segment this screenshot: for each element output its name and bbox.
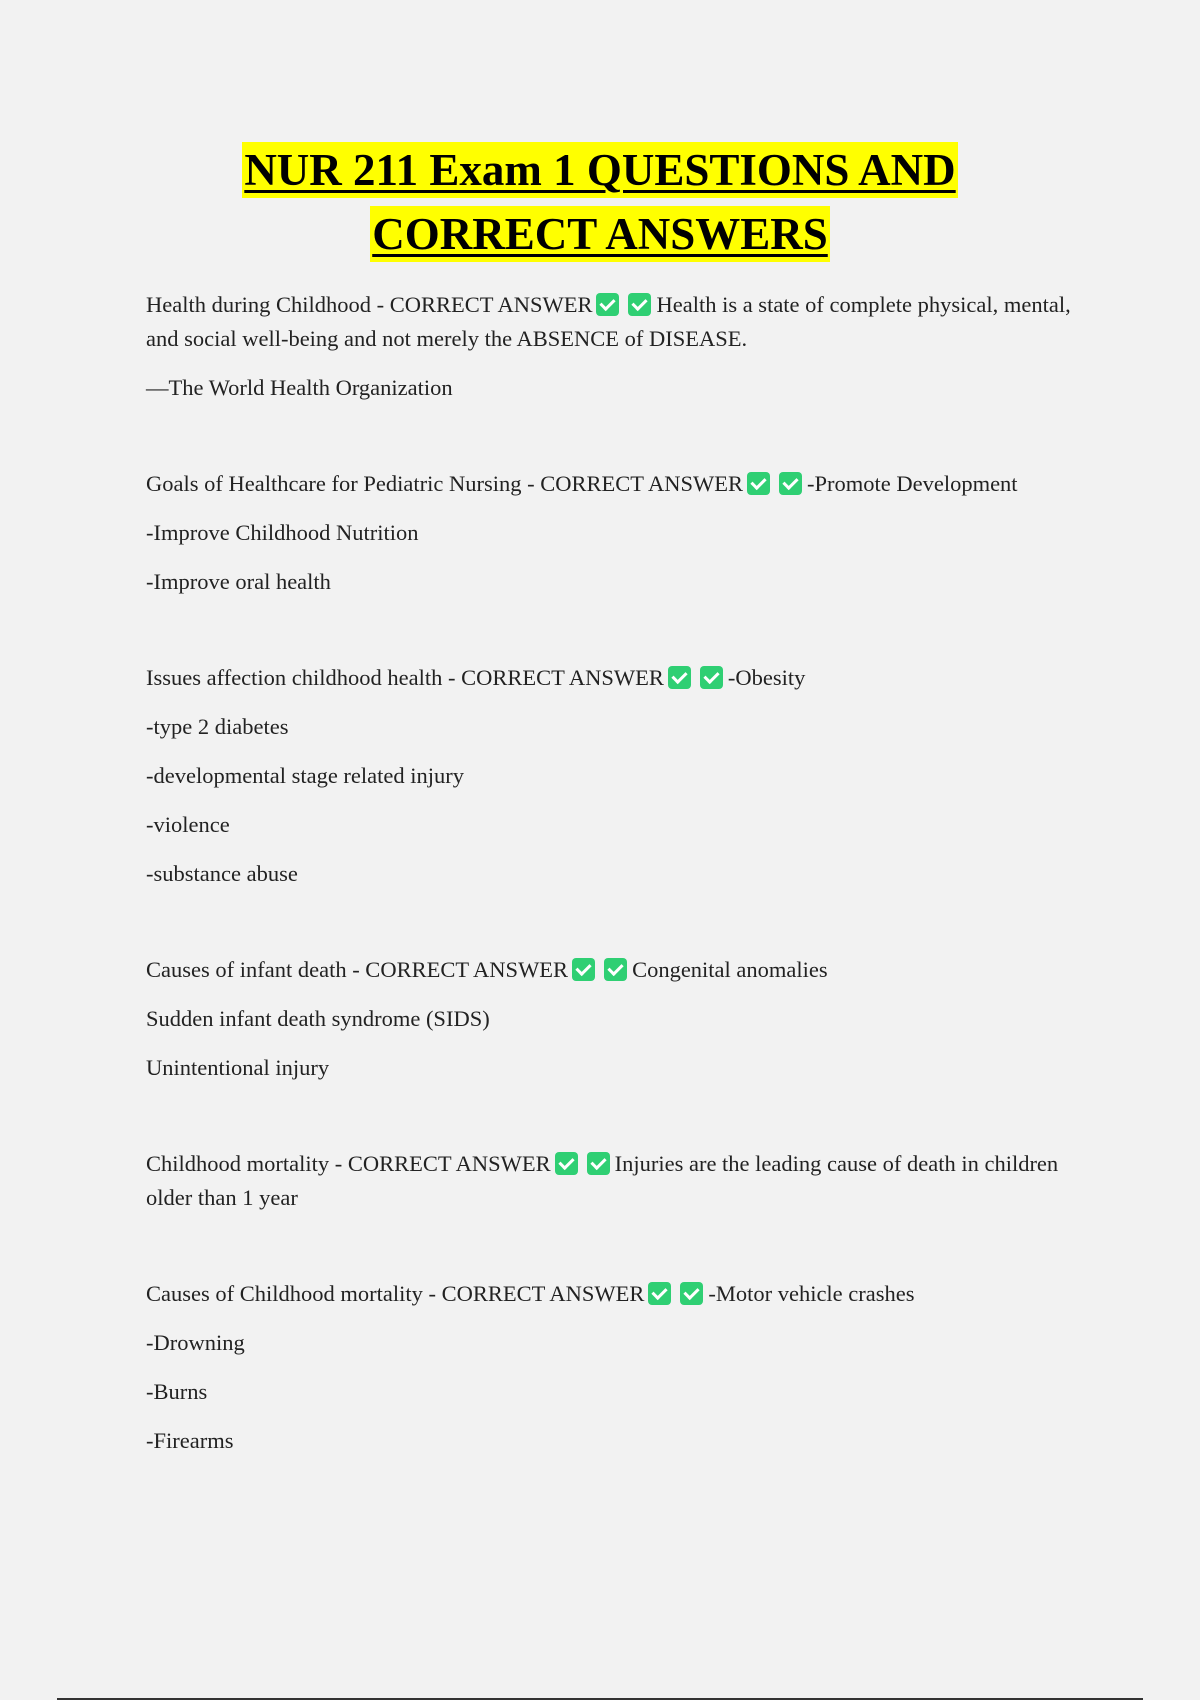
qa-answer-line: -Improve oral health [146, 569, 331, 594]
green-checkmark-icon [596, 293, 619, 316]
qa-answer: -Obesity [727, 665, 806, 690]
qa-answer-line: -Improve Childhood Nutrition [146, 520, 419, 545]
qa-answer-line: -Drowning [146, 1330, 245, 1355]
document-title [0, 142, 1200, 270]
green-checkmark-icon [747, 472, 770, 495]
qa-question-line [146, 1147, 1076, 1215]
green-checkmark-icon [648, 1282, 671, 1305]
title-line-1: NUR 211 Exam 1 QUESTIONS AND [242, 142, 957, 198]
qa-question-line [146, 953, 1076, 987]
qa-answer-line: -violence [146, 812, 230, 837]
qa-answer-line: Sudden infant death syndrome (SIDS) [146, 1006, 490, 1031]
qa-item [146, 953, 1076, 1085]
qa-answer: -Motor vehicle crashes [708, 1281, 915, 1306]
qa-item [146, 467, 1076, 599]
qa-answer-line: —The World Health Organization [146, 375, 453, 400]
qa-question-line [146, 467, 1076, 501]
green-checkmark-icon [555, 1152, 578, 1175]
qa-answer: Congenital anomalies [632, 957, 828, 982]
qa-item [146, 1277, 1076, 1458]
qa-answer-line: -developmental stage related injury [146, 763, 464, 788]
qa-item [146, 288, 1076, 405]
qa-question: Health during Childhood - CORRECT ANSWER [146, 292, 593, 317]
qa-question-line [146, 661, 1076, 695]
qa-item [146, 1147, 1076, 1215]
qa-answer-line: -Firearms [146, 1428, 234, 1453]
qa-question: Childhood mortality - CORRECT ANSWER [146, 1151, 551, 1176]
qa-question: Causes of Childhood mortality - CORRECT ANSWER [146, 1281, 645, 1306]
qa-answer-line: -type 2 diabetes [146, 714, 289, 739]
green-checkmark-icon [572, 958, 595, 981]
green-checkmark-icon [628, 293, 651, 316]
qa-question-line [146, 288, 1076, 356]
qa-question: Causes of infant death - CORRECT ANSWER [146, 957, 569, 982]
qa-question-line [146, 1277, 1076, 1311]
green-checkmark-icon [604, 958, 627, 981]
qa-question: Issues affection childhood health - CORRECT ANSWER [146, 665, 664, 690]
qa-answer: Injuries are the leading cause of death in children older than 1 year [146, 1151, 1059, 1210]
title-line-2: CORRECT ANSWERS [370, 206, 830, 262]
qa-answer: Health is a state of complete physical, mental, and social well-being and not merely the ABSENCE of DISEASE. [146, 292, 1071, 351]
green-checkmark-icon [680, 1282, 703, 1305]
qa-answer-line: -Burns [146, 1379, 208, 1404]
green-checkmark-icon [700, 666, 723, 689]
qa-question: Goals of Healthcare for Pediatric Nursing - CORRECT ANSWER [146, 471, 743, 496]
qa-answer-line: Unintentional injury [146, 1055, 330, 1080]
green-checkmark-icon [668, 666, 691, 689]
qa-list [146, 288, 1076, 1458]
qa-answer-line: -substance abuse [146, 861, 298, 886]
qa-answer: -Promote Development [806, 471, 1018, 496]
green-checkmark-icon [587, 1152, 610, 1175]
qa-item [146, 661, 1076, 891]
green-checkmark-icon [779, 472, 802, 495]
